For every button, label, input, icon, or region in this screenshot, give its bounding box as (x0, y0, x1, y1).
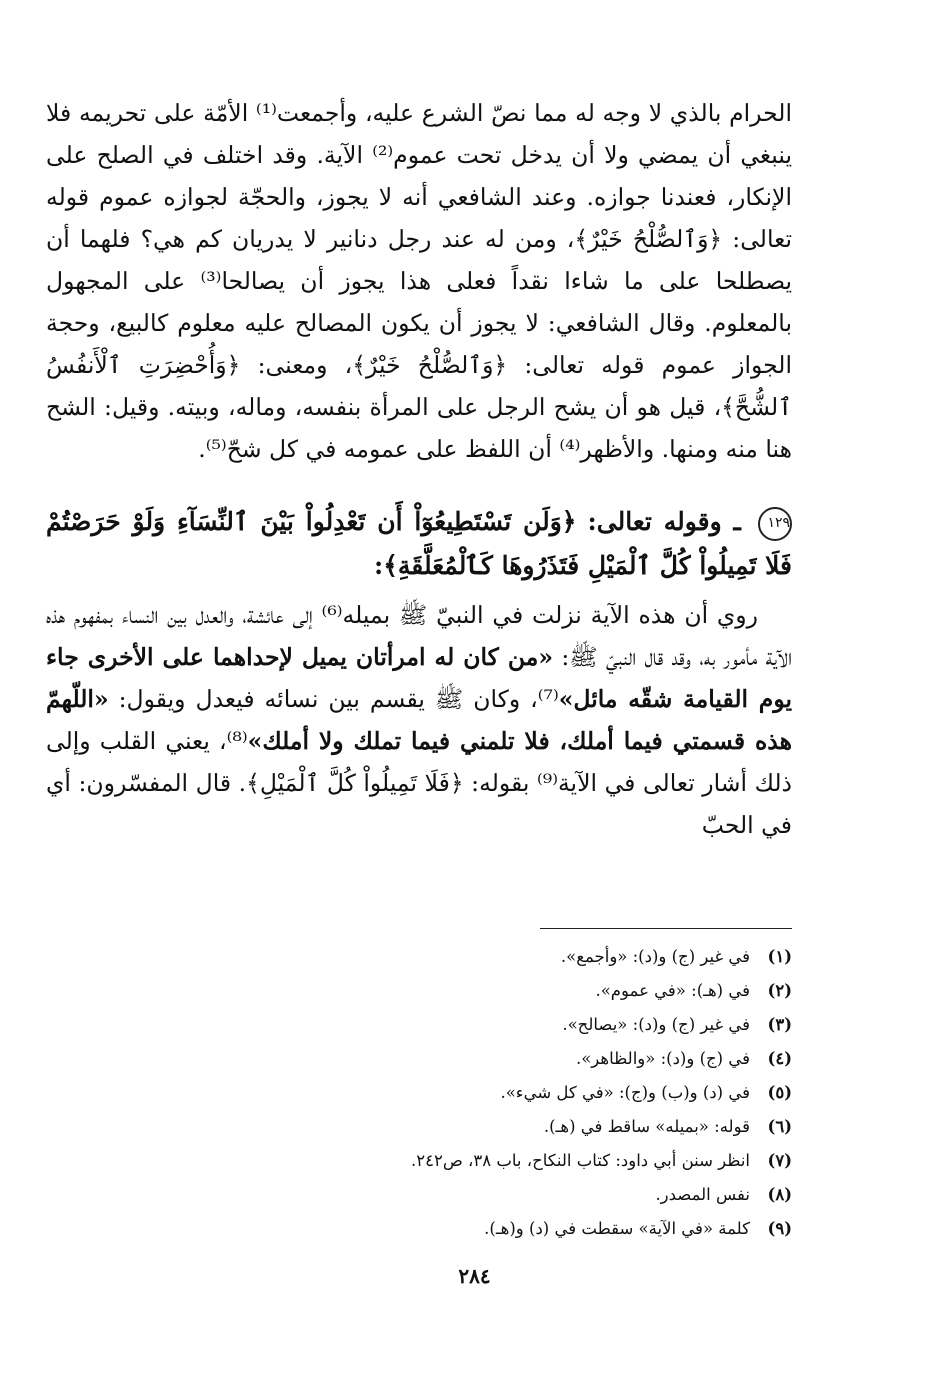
paragraph-2 (46, 594, 792, 846)
footnote-divider (540, 928, 792, 929)
footnote-text: قوله: «بميله» ساقط في (هـ). (543, 1117, 750, 1136)
hadith-2: «اللّهمّ هذه قسمتي فيما أملك، فلا تلمني فيما تملك ولا أملك» (46, 685, 792, 755)
footnote-7 (200, 1144, 792, 1178)
footnote-number: (٣) (767, 1015, 792, 1034)
verse-intro: ـ وقوله تعالى: (587, 507, 741, 536)
footnote-number: (١) (767, 947, 792, 966)
footnote-number: (٦) (767, 1117, 792, 1136)
p2-part-a: روي أن هذه الآية نزلت في النبيّ ﷺ بميله⁽⁶⁾ إلى عائشة، والعدل بين النساء بمفهوم هذه الآية مأمور به، وقد قال النبيّ ﷺ: (46, 601, 792, 671)
paragraph-1: الحرام بالذي لا وجه له مما نصّ الشرع عليه، وأجمعت⁽¹⁾ الأمّة على تحريمه فلا ينبغي أن يمضي ولا أن يدخل تحت عموم⁽²⁾ الآية. وقد اختلف في الصلح على الإنكار، فعندنا جوازه. وعند الشافعي أنه لا يجوز، والحجّة لجوازه عموم قوله تعالى: ﴿وَٱلصُّلْحُ خَيْرٌ﴾، ومن له عند رجل دنانير لا يدريان كم هي؟ فلهما أن يصطلحا على ما شاءا نقداً فعلى هذا يجوز أن يصالحا⁽³⁾ على المجهول بالمعلوم. وقال الشافعي: لا يجوز أن يكون المصالح عليه معلوم كالبيع، وحجة الجواز عموم قوله تعالى: ﴿وَٱلصُّلْحُ خَيْرٌ﴾، ومعنى: ﴿وَأُحْضِرَتِ ٱلْأَنفُسُ ٱلشُّحَّ﴾، قيل هو أن يشح الرجل على المرأة بنفسه، وماله، وبيته. وقيل: الشح هنا منه ومنها. والأظهر⁽⁴⁾ أن اللفظ على عمومه في كل شحّ⁽⁵⁾. (46, 99, 793, 463)
footnote-number: (٨) (767, 1185, 792, 1204)
footnote-3 (200, 1008, 792, 1042)
footnote-text: في (هـ): «في عموم». (595, 981, 750, 1000)
footnote-text: نفس المصدر. (655, 1185, 750, 1204)
footnote-text: في (ج) و(د): «والظاهر». (575, 1049, 750, 1068)
footnote-number: (٤) (767, 1049, 792, 1068)
footnote-number: (٥) (767, 1083, 792, 1102)
footnote-1 (200, 940, 792, 974)
verse-block (46, 500, 792, 588)
main-text (46, 92, 792, 846)
hadith-1: «من كان له امرأتان يميل لإحداهما على الأخرى جاء يوم القيامة شقّه مائل» (46, 643, 793, 713)
footnote-6 (200, 1110, 792, 1144)
page-number: ٢٨٤ (458, 1264, 491, 1288)
p2-part-c: ⁽⁸⁾، يعني القلب وإلى ذلك أشار تعالى في الآية⁽⁹⁾ بقوله: ﴿فَلَا تَمِيلُواْ كُلَّ ٱلْمَيْلِ﴾. قال المفسّرون: أي في الحبّ (46, 727, 792, 839)
footnotes-list (200, 940, 792, 1246)
footnote-5 (200, 1076, 792, 1110)
footnote-8 (200, 1178, 792, 1212)
footnote-text: في (د) و(ب) و(ج): «في كل شيء». (500, 1083, 750, 1102)
footnote-text: انظر سنن أبي داود: كتاب النكاح، باب ٣٨، ص٢٤٢. (411, 1151, 750, 1170)
footnote-number: (٧) (767, 1151, 792, 1170)
footnote-text: في غير (ج) و(د): «وأجمع». (560, 947, 750, 966)
p2-part-b: ⁽⁷⁾، وكان ﷺ يقسم بين نسائه فيعدل ويقول: (108, 685, 559, 713)
footnote-number: (٩) (767, 1219, 792, 1238)
verse-number-badge: ١٢٩ (758, 507, 792, 541)
footnote-9 (200, 1212, 792, 1246)
footnote-text: كلمة «في الآية» سقطت في (د) و(هـ). (484, 1219, 750, 1238)
verse-text: ﴿وَلَن تَسْتَطِيعُوٓاْ أَن تَعْدِلُواْ بَيْنَ ٱلنِّسَآءِ وَلَوْ حَرَصْتُمْ فَلَا تَمِيلُواْ كُلَّ ٱلْمَيْلِ فَتَذَرُوهَا كَٱلْمُعَلَّقَةِ﴾: (46, 507, 792, 580)
footnote-number: (٢) (767, 981, 792, 1000)
footnote-2 (200, 974, 792, 1008)
footnote-text: في غير (ج) و(د): «يصالح». (562, 1015, 750, 1034)
footnote-4 (200, 1042, 792, 1076)
